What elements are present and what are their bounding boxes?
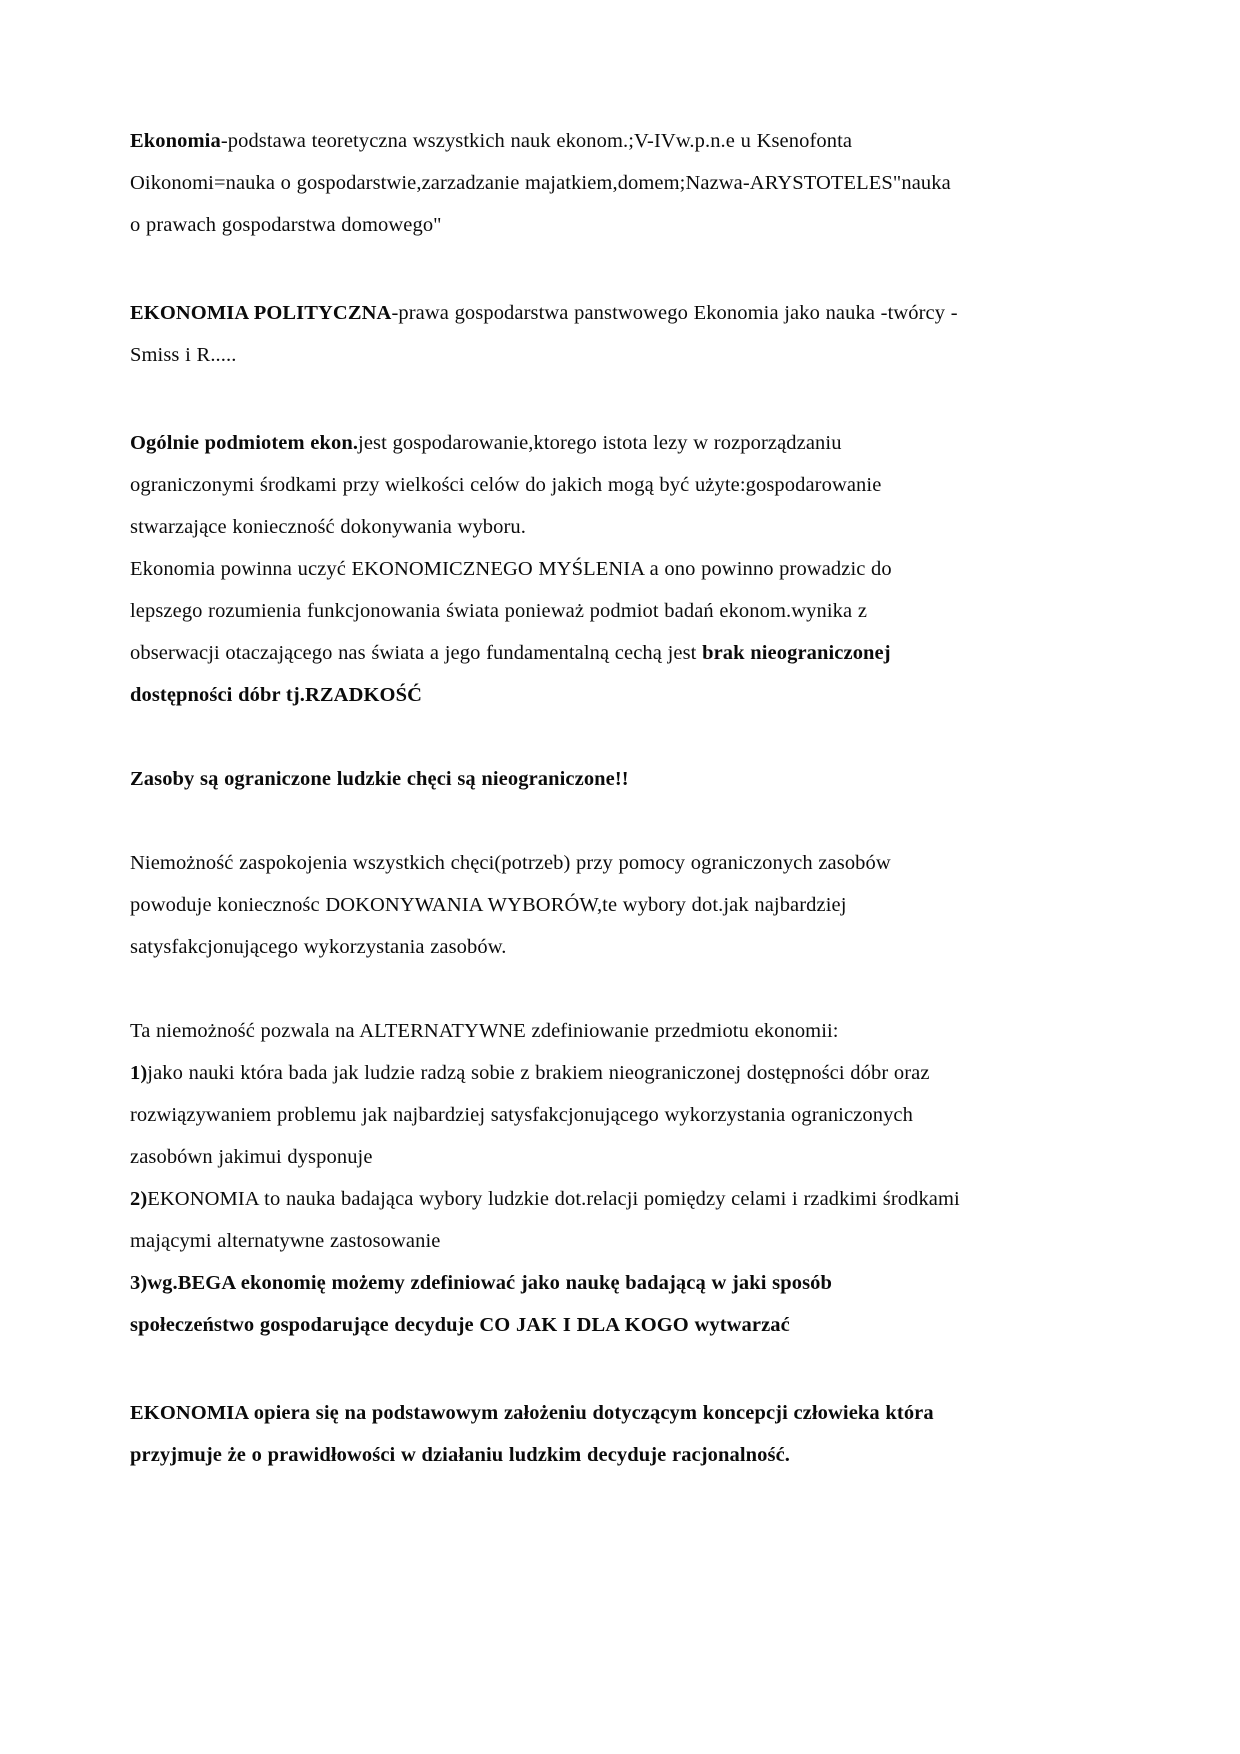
alternatywne-intro-text: Ta niemożność pozwala na ALTERNATYWNE zdefiniowanie przedmiotu ekonomii:: [130, 1020, 839, 1042]
paragraph-intro: [130, 120, 960, 246]
list-item-2: [130, 1178, 960, 1262]
paragraph-ekonomiczne-myslenie: [130, 548, 960, 716]
ogolnie-podmiotem-text: jest gospodarowanie,ktorego istota lezy w rozporządzaniu ograniczonymi środkami przy wielkości celów do jakich mogą być użyte:gospodarowanie stwarzające konieczność dokonywania wyboru.: [130, 432, 882, 538]
term-ogolnie-podmiotem: Ogólnie podmiotem ekon.: [130, 432, 359, 454]
paragraph-ekonomia-zalozenie: [130, 1392, 960, 1476]
ekonomia-polityczna-text: -prawa gospodarstwa panstwowego Ekonomia jako nauka -twórcy -Smiss i R.....: [130, 302, 958, 366]
intro-text: -podstawa teoretyczna wszystkich nauk ekonom.;V-IVw.p.n.e u Ksenofonta Oikonomi=nauka o gospodarstwie,zarzadzanie majatkiem,domem;Nazwa-ARYSTOTELES"nauka o prawach gospodarstwa domowego": [130, 130, 951, 236]
ekonomia-zalozenie-text: EKONOMIA opiera się na podstawowym założeniu dotyczącym koncepcji człowieka która przyjmuje że o prawidłowości w działaniu ludzkim decyduje racjonalność.: [130, 1402, 934, 1466]
spacer: [130, 716, 960, 758]
spacer: [130, 800, 960, 842]
list-marker-2: 2): [130, 1188, 148, 1210]
list-marker-1: 1): [130, 1062, 148, 1084]
ekonomiczne-myslenie-text: Ekonomia powinna uczyć EKONOMICZNEGO MYŚLENIA a ono powinno prowadzic do lepszego rozumienia funkcjonowania świata ponieważ podmiot badań ekonom.wynika z obserwacji otaczającego nas świata a jego fundamentalną cechą jest: [130, 558, 892, 664]
list-item-2-text: EKONOMIA to nauka badająca wybory ludzkie dot.relacji pomiędzy celami i rzadkimi środkami mającymi alternatywne zastosowanie: [130, 1188, 960, 1252]
list-item-1-text: jako nauki która bada jak ludzie radzą sobie z brakiem nieograniczonej dostępności dóbr oraz rozwiązywaniem problemu jak najbardziej satysfakcjonującego wykorzystania ograniczonych zasobówn jakimui dysponuje: [130, 1062, 930, 1168]
paragraph-niemoznosc-zaspokojenia: [130, 842, 960, 968]
list-item-3: [130, 1262, 960, 1346]
term-rzadkosc: brak nieograniczonej dostępności dóbr tj.RZADKOŚĆ: [130, 642, 891, 706]
list-item-1: [130, 1052, 960, 1178]
niemoznosc-zaspokojenia-text: Niemożność zaspokojenia wszystkich chęci(potrzeb) przy pomocy ograniczonych zasobów powoduje koniecznośc DOKONYWANIA WYBORÓW,te wybory dot.jak najbardziej satysfakcjonującego wykorzystania zasobów.: [130, 852, 891, 958]
spacer: [130, 376, 960, 422]
paragraph-ogolnie-podmiotem: [130, 422, 960, 548]
spacer: [130, 968, 960, 1010]
statement-zasoby-ograniczone: Zasoby są ograniczone ludzkie chęci są nieograniczone!!: [130, 768, 629, 790]
term-ekonomia: Ekonomia: [130, 130, 221, 152]
paragraph-zasoby-ograniczone: [130, 758, 960, 800]
term-ekonomia-polityczna: EKONOMIA POLITYCZNA: [130, 302, 392, 324]
spacer: [130, 246, 960, 292]
paragraph-ekonomia-polityczna: [130, 292, 960, 376]
list-item-3-text: 3)wg.BEGA ekonomię możemy zdefiniować jako naukę badającą w jaki sposób społeczeństwo gospodarujące decyduje CO JAK I DLA KOGO wytwarzać: [130, 1272, 833, 1336]
paragraph-alternatywne-intro: [130, 1010, 960, 1052]
spacer: [130, 1346, 960, 1392]
document-body: [130, 120, 960, 1476]
